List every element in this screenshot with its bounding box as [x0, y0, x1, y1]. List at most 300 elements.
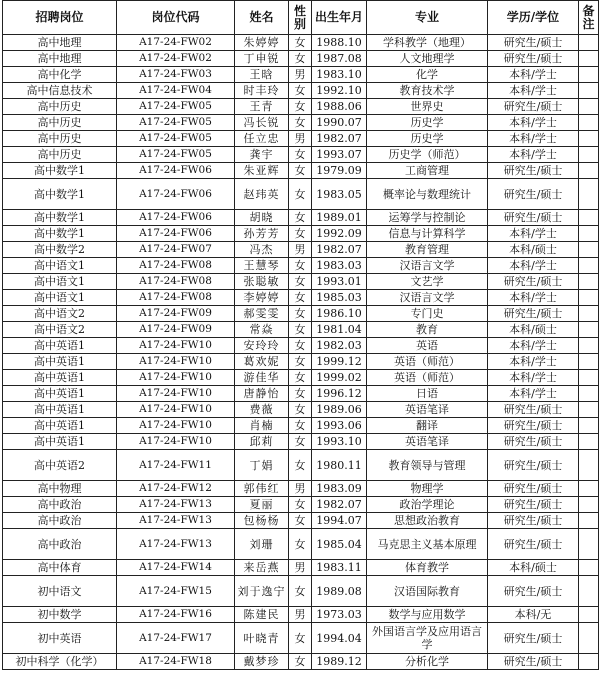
cell-code: A17-24-FW02 [117, 35, 235, 51]
cell-degree: 研究生/硕士 [488, 402, 579, 418]
cell-name: 来岳燕 [235, 560, 289, 576]
cell-major: 思想政治教育 [367, 513, 488, 529]
cell-name: 刘于逸宁 [235, 576, 289, 607]
cell-degree: 本科/学士 [488, 147, 579, 163]
table-row [3, 131, 599, 147]
cell-position: 高中化学 [3, 67, 117, 83]
cell-sex: 女 [289, 529, 312, 560]
cell-note [579, 434, 599, 450]
cell-major: 历史学 [367, 131, 488, 147]
cell-sex: 女 [289, 513, 312, 529]
cell-note [579, 481, 599, 497]
cell-name: 王青 [235, 99, 289, 115]
cell-position: 高中英语1 [3, 434, 117, 450]
cell-name: 包杨杨 [235, 513, 289, 529]
cell-name: 郭伟红 [235, 481, 289, 497]
cell-name: 胡晓 [235, 210, 289, 226]
cell-name: 朱婷婷 [235, 35, 289, 51]
cell-note [579, 131, 599, 147]
table-row [3, 163, 599, 179]
cell-code: A17-24-FW06 [117, 210, 235, 226]
cell-birth: 1999.02 [312, 370, 367, 386]
cell-birth: 1992.10 [312, 83, 367, 99]
cell-code: A17-24-FW09 [117, 306, 235, 322]
cell-name: 任立忠 [235, 131, 289, 147]
cell-sex: 女 [289, 354, 312, 370]
table-row [3, 306, 599, 322]
cell-position: 高中历史 [3, 115, 117, 131]
cell-position: 初中数学 [3, 607, 117, 623]
cell-position: 高中语文2 [3, 306, 117, 322]
cell-position: 高中英语2 [3, 450, 117, 481]
cell-sex: 女 [289, 115, 312, 131]
cell-position: 高中英语1 [3, 386, 117, 402]
cell-birth: 1987.08 [312, 51, 367, 67]
cell-birth: 1973.03 [312, 607, 367, 623]
cell-birth: 1982.07 [312, 497, 367, 513]
cell-code: A17-24-FW09 [117, 322, 235, 338]
cell-position: 初中科学（化学） [3, 654, 117, 670]
table-row [3, 418, 599, 434]
cell-sex: 女 [289, 386, 312, 402]
cell-code: A17-24-FW16 [117, 607, 235, 623]
cell-major: 化学 [367, 67, 488, 83]
cell-degree: 本科/学士 [488, 83, 579, 99]
cell-major: 人文地理学 [367, 51, 488, 67]
cell-degree: 研究生/硕士 [488, 274, 579, 290]
cell-sex: 男 [289, 560, 312, 576]
cell-sex: 女 [289, 274, 312, 290]
cell-code: A17-24-FW15 [117, 576, 235, 607]
cell-code: A17-24-FW04 [117, 83, 235, 99]
cell-note [579, 497, 599, 513]
cell-note [579, 623, 599, 654]
cell-name: 夏丽 [235, 497, 289, 513]
cell-sex: 女 [289, 623, 312, 654]
cell-note [579, 306, 599, 322]
cell-major: 专门史 [367, 306, 488, 322]
cell-birth: 1986.10 [312, 306, 367, 322]
cell-major: 教育领导与管理 [367, 450, 488, 481]
cell-name: 叶晓青 [235, 623, 289, 654]
header-note: 备注 [579, 1, 599, 35]
cell-sex: 男 [289, 481, 312, 497]
cell-code: A17-24-FW17 [117, 623, 235, 654]
cell-note [579, 560, 599, 576]
cell-birth: 1989.06 [312, 402, 367, 418]
cell-note [579, 258, 599, 274]
cell-note [579, 513, 599, 529]
cell-sex: 女 [289, 147, 312, 163]
table-row [3, 147, 599, 163]
cell-degree: 研究生/硕士 [488, 163, 579, 179]
cell-degree: 研究生/硕士 [488, 434, 579, 450]
cell-degree: 本科/无 [488, 607, 579, 623]
cell-major: 工商管理 [367, 163, 488, 179]
cell-position: 高中数学1 [3, 179, 117, 210]
cell-code: A17-24-FW14 [117, 560, 235, 576]
cell-code: A17-24-FW10 [117, 418, 235, 434]
cell-sex: 女 [289, 306, 312, 322]
cell-code: A17-24-FW18 [117, 654, 235, 670]
table-row [3, 370, 599, 386]
cell-position: 高中物理 [3, 481, 117, 497]
header-code: 岗位代码 [117, 1, 235, 35]
cell-birth: 1982.07 [312, 131, 367, 147]
cell-birth: 1990.07 [312, 115, 367, 131]
cell-degree: 本科/学士 [488, 386, 579, 402]
cell-position: 高中英语1 [3, 418, 117, 434]
cell-degree: 研究生/硕士 [488, 99, 579, 115]
cell-birth: 1999.12 [312, 354, 367, 370]
cell-code: A17-24-FW03 [117, 67, 235, 83]
table-row [3, 607, 599, 623]
cell-name: 王晗 [235, 67, 289, 83]
cell-degree: 研究生/硕士 [488, 179, 579, 210]
cell-name: 游佳华 [235, 370, 289, 386]
cell-degree: 研究生/硕士 [488, 623, 579, 654]
cell-name: 丁娟 [235, 450, 289, 481]
cell-birth: 1993.07 [312, 147, 367, 163]
cell-birth: 1994.04 [312, 623, 367, 654]
cell-sex: 女 [289, 402, 312, 418]
cell-sex: 女 [289, 163, 312, 179]
cell-birth: 1985.03 [312, 290, 367, 306]
cell-degree: 研究生/硕士 [488, 418, 579, 434]
cell-position: 高中数学1 [3, 163, 117, 179]
cell-sex: 男 [289, 607, 312, 623]
cell-degree: 研究生/硕士 [488, 497, 579, 513]
cell-birth: 1982.07 [312, 242, 367, 258]
table-row [3, 322, 599, 338]
cell-sex: 女 [289, 434, 312, 450]
cell-major: 英语 [367, 338, 488, 354]
cell-name: 龚宇 [235, 147, 289, 163]
cell-degree: 研究生/硕士 [488, 481, 579, 497]
header-degree: 学历/学位 [488, 1, 579, 35]
cell-note [579, 529, 599, 560]
cell-sex: 女 [289, 418, 312, 434]
cell-note [579, 99, 599, 115]
cell-code: A17-24-FW02 [117, 51, 235, 67]
table-row [3, 99, 599, 115]
cell-name: 王慧琴 [235, 258, 289, 274]
cell-degree: 本科/学士 [488, 258, 579, 274]
cell-position: 高中政治 [3, 513, 117, 529]
cell-code: A17-24-FW05 [117, 99, 235, 115]
cell-sex: 女 [289, 179, 312, 210]
cell-major: 信息与计算科学 [367, 226, 488, 242]
cell-major: 物理学 [367, 481, 488, 497]
table-row [3, 386, 599, 402]
cell-sex: 女 [289, 210, 312, 226]
table-row [3, 497, 599, 513]
cell-major: 历史学 [367, 115, 488, 131]
cell-code: A17-24-FW10 [117, 402, 235, 418]
cell-degree: 研究生/硕士 [488, 306, 579, 322]
cell-name: 赵玮英 [235, 179, 289, 210]
cell-name: 安玲玲 [235, 338, 289, 354]
cell-name: 肖楠 [235, 418, 289, 434]
cell-note [579, 147, 599, 163]
table-row [3, 513, 599, 529]
cell-code: A17-24-FW10 [117, 434, 235, 450]
table-row [3, 450, 599, 481]
cell-sex: 男 [289, 67, 312, 83]
cell-name: 唐静怡 [235, 386, 289, 402]
cell-code: A17-24-FW08 [117, 290, 235, 306]
cell-note [579, 51, 599, 67]
cell-name: 时丰玲 [235, 83, 289, 99]
cell-major: 英语（师范） [367, 354, 488, 370]
cell-birth: 1983.03 [312, 258, 367, 274]
cell-position: 高中数学1 [3, 210, 117, 226]
cell-name: 冯杰 [235, 242, 289, 258]
cell-major: 概率论与数理统计 [367, 179, 488, 210]
cell-note [579, 83, 599, 99]
cell-position: 高中英语1 [3, 402, 117, 418]
table-body [3, 35, 599, 670]
cell-birth: 1993.01 [312, 274, 367, 290]
cell-name: 李婷婷 [235, 290, 289, 306]
cell-major: 汉语言文学 [367, 258, 488, 274]
cell-position: 高中体育 [3, 560, 117, 576]
cell-code: A17-24-FW11 [117, 450, 235, 481]
cell-note [579, 576, 599, 607]
cell-birth: 1980.11 [312, 450, 367, 481]
cell-major: 教育 [367, 322, 488, 338]
cell-note [579, 274, 599, 290]
cell-position: 高中语文2 [3, 322, 117, 338]
cell-name: 陈建民 [235, 607, 289, 623]
cell-birth: 1979.09 [312, 163, 367, 179]
cell-major: 英语笔译 [367, 434, 488, 450]
table-row [3, 274, 599, 290]
table-row [3, 560, 599, 576]
cell-degree: 本科/学士 [488, 290, 579, 306]
cell-code: A17-24-FW08 [117, 274, 235, 290]
cell-sex: 女 [289, 322, 312, 338]
cell-major: 汉语国际教育 [367, 576, 488, 607]
cell-code: A17-24-FW07 [117, 242, 235, 258]
table-row [3, 226, 599, 242]
cell-degree: 本科/学士 [488, 226, 579, 242]
cell-major: 汉语言文学 [367, 290, 488, 306]
cell-position: 高中语文1 [3, 258, 117, 274]
table-row [3, 481, 599, 497]
cell-position: 高中语文1 [3, 274, 117, 290]
cell-major: 数学与应用数学 [367, 607, 488, 623]
cell-note [579, 654, 599, 670]
cell-major: 教育技术学 [367, 83, 488, 99]
cell-code: A17-24-FW05 [117, 131, 235, 147]
cell-degree: 研究生/硕士 [488, 210, 579, 226]
cell-note [579, 386, 599, 402]
cell-code: A17-24-FW06 [117, 163, 235, 179]
cell-sex: 女 [289, 35, 312, 51]
cell-position: 高中地理 [3, 51, 117, 67]
cell-sex: 女 [289, 226, 312, 242]
cell-note [579, 163, 599, 179]
cell-sex: 女 [289, 654, 312, 670]
cell-position: 高中历史 [3, 99, 117, 115]
cell-sex: 女 [289, 576, 312, 607]
cell-position: 高中英语1 [3, 354, 117, 370]
cell-birth: 1983.11 [312, 560, 367, 576]
cell-name: 朱亚辉 [235, 163, 289, 179]
cell-note [579, 607, 599, 623]
cell-degree: 研究生/硕士 [488, 576, 579, 607]
cell-sex: 女 [289, 290, 312, 306]
cell-degree: 本科/硕士 [488, 242, 579, 258]
cell-name: 葛欢妮 [235, 354, 289, 370]
recruitment-table [2, 0, 599, 670]
cell-degree: 研究生/硕士 [488, 35, 579, 51]
cell-position: 初中英语 [3, 623, 117, 654]
cell-code: A17-24-FW13 [117, 497, 235, 513]
cell-note [579, 35, 599, 51]
cell-birth: 1983.10 [312, 67, 367, 83]
cell-sex: 女 [289, 83, 312, 99]
cell-note [579, 179, 599, 210]
table-row [3, 35, 599, 51]
table-row [3, 115, 599, 131]
cell-degree: 研究生/硕士 [488, 51, 579, 67]
cell-major: 历史学（师范） [367, 147, 488, 163]
cell-degree: 本科/学士 [488, 131, 579, 147]
cell-code: A17-24-FW12 [117, 481, 235, 497]
cell-note [579, 338, 599, 354]
cell-code: A17-24-FW10 [117, 386, 235, 402]
table-row [3, 67, 599, 83]
cell-degree: 本科/硕士 [488, 560, 579, 576]
header-birth: 出生年月 [312, 1, 367, 35]
cell-name: 张聪敏 [235, 274, 289, 290]
cell-name: 孙芳芳 [235, 226, 289, 242]
cell-sex: 男 [289, 242, 312, 258]
cell-major: 英语（师范） [367, 370, 488, 386]
cell-birth: 1996.12 [312, 386, 367, 402]
cell-degree: 本科/硕士 [488, 322, 579, 338]
table-row [3, 623, 599, 654]
cell-degree: 本科/学士 [488, 115, 579, 131]
cell-major: 翻译 [367, 418, 488, 434]
cell-birth: 1982.03 [312, 338, 367, 354]
cell-code: A17-24-FW06 [117, 226, 235, 242]
cell-major: 运筹学与控制论 [367, 210, 488, 226]
cell-code: A17-24-FW05 [117, 147, 235, 163]
cell-major: 体育教学 [367, 560, 488, 576]
table-row [3, 83, 599, 99]
cell-position: 高中历史 [3, 147, 117, 163]
cell-degree: 本科/学士 [488, 354, 579, 370]
cell-code: A17-24-FW08 [117, 258, 235, 274]
cell-sex: 女 [289, 497, 312, 513]
cell-note [579, 418, 599, 434]
cell-sex: 女 [289, 51, 312, 67]
cell-name: 费薇 [235, 402, 289, 418]
cell-birth: 1992.09 [312, 226, 367, 242]
cell-degree: 本科/学士 [488, 338, 579, 354]
header-position: 招聘岗位 [3, 1, 117, 35]
header-sex: 性别 [289, 1, 312, 35]
cell-name: 邱莉 [235, 434, 289, 450]
table-row [3, 529, 599, 560]
cell-code: A17-24-FW10 [117, 354, 235, 370]
cell-major: 世界史 [367, 99, 488, 115]
cell-degree: 研究生/硕士 [488, 529, 579, 560]
cell-sex: 女 [289, 338, 312, 354]
cell-birth: 1981.04 [312, 322, 367, 338]
cell-major: 文艺学 [367, 274, 488, 290]
cell-note [579, 67, 599, 83]
cell-degree: 研究生/硕士 [488, 513, 579, 529]
cell-degree: 本科/学士 [488, 370, 579, 386]
table-row [3, 51, 599, 67]
cell-note [579, 402, 599, 418]
table-row [3, 210, 599, 226]
header-name: 姓名 [235, 1, 289, 35]
cell-position: 高中英语1 [3, 370, 117, 386]
cell-note [579, 242, 599, 258]
cell-major: 日语 [367, 386, 488, 402]
cell-major: 分析化学 [367, 654, 488, 670]
cell-degree: 研究生/硕士 [488, 654, 579, 670]
cell-position: 高中地理 [3, 35, 117, 51]
cell-degree: 本科/学士 [488, 67, 579, 83]
cell-major: 学科教学（地理） [367, 35, 488, 51]
cell-birth: 1983.05 [312, 179, 367, 210]
cell-birth: 1988.06 [312, 99, 367, 115]
cell-position: 高中英语1 [3, 338, 117, 354]
cell-position: 初中语文 [3, 576, 117, 607]
cell-position: 高中语文1 [3, 290, 117, 306]
cell-major: 政治学理论 [367, 497, 488, 513]
cell-sex: 女 [289, 370, 312, 386]
cell-position: 高中政治 [3, 529, 117, 560]
cell-note [579, 450, 599, 481]
cell-birth: 1994.07 [312, 513, 367, 529]
cell-birth: 1989.12 [312, 654, 367, 670]
cell-birth: 1993.06 [312, 418, 367, 434]
table-row [3, 402, 599, 418]
cell-position: 高中数学1 [3, 226, 117, 242]
cell-position: 高中信息技术 [3, 83, 117, 99]
cell-sex: 女 [289, 99, 312, 115]
cell-code: A17-24-FW05 [117, 115, 235, 131]
table-row [3, 290, 599, 306]
header-major: 专业 [367, 1, 488, 35]
table-row [3, 242, 599, 258]
cell-degree: 研究生/硕士 [488, 450, 579, 481]
cell-major: 马克思主义基本原理 [367, 529, 488, 560]
table-row [3, 258, 599, 274]
cell-position: 高中数学2 [3, 242, 117, 258]
cell-birth: 1983.09 [312, 481, 367, 497]
cell-code: A17-24-FW10 [117, 370, 235, 386]
cell-name: 刘珊 [235, 529, 289, 560]
table-row [3, 654, 599, 670]
cell-birth: 1989.01 [312, 210, 367, 226]
cell-position: 高中政治 [3, 497, 117, 513]
table-row [3, 354, 599, 370]
table-row [3, 434, 599, 450]
cell-note [579, 354, 599, 370]
cell-birth: 1985.04 [312, 529, 367, 560]
cell-name: 丁申锐 [235, 51, 289, 67]
cell-note [579, 370, 599, 386]
cell-name: 戴梦珍 [235, 654, 289, 670]
